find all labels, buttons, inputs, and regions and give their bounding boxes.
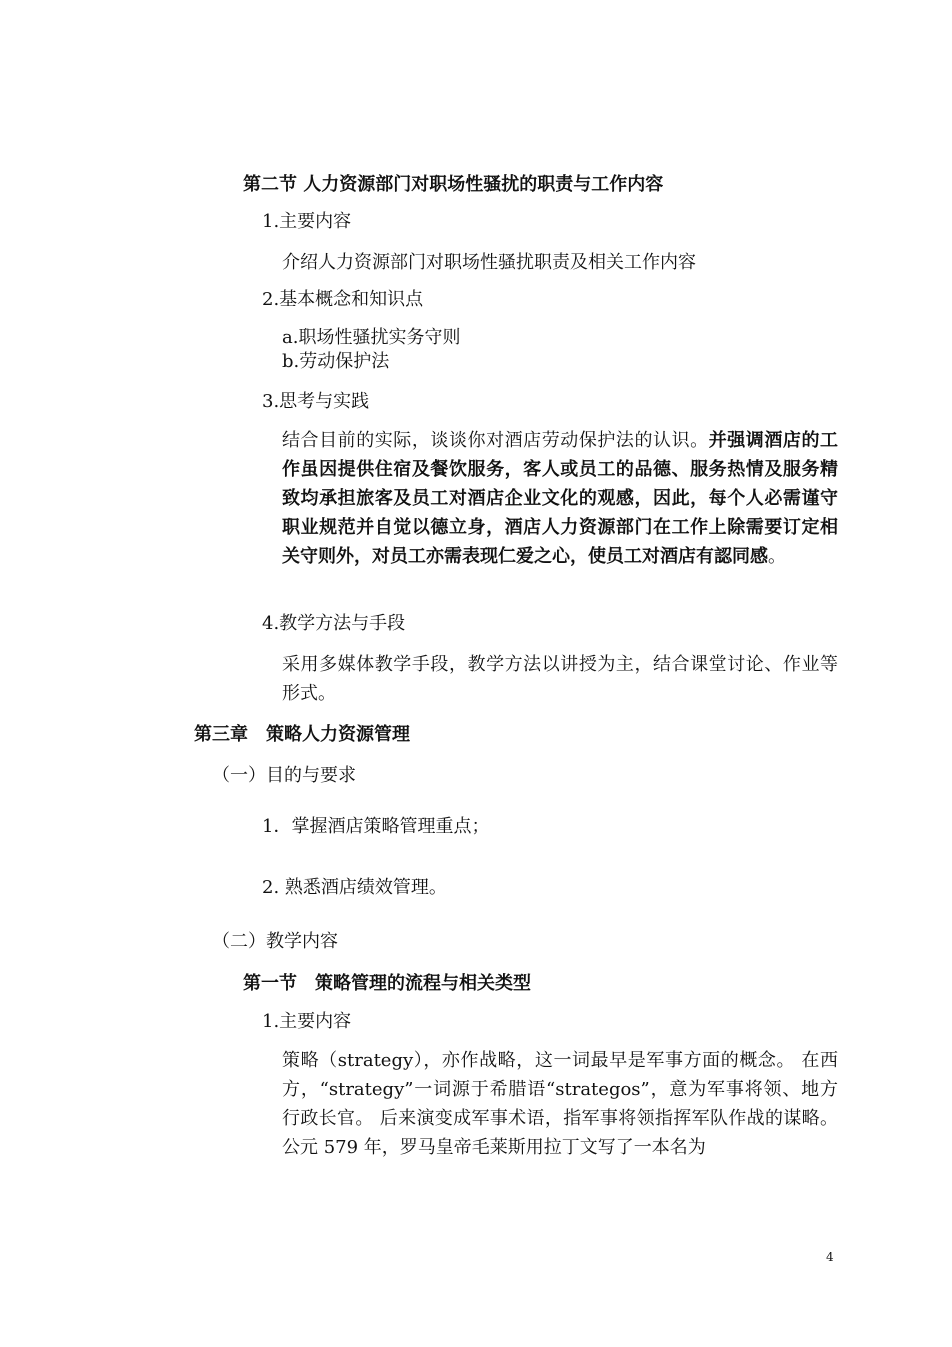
chapter-3-part-1-label: （一）目的与要求 [212,765,356,786]
section-2-item-2-label: 2.基本概念和知识点 [262,289,424,310]
chapter-3-part-2-label: （二）教学内容 [212,931,338,952]
chapter-3-heading: 第三章 策略人力资源管理 [194,724,410,745]
section-2-item-2-a: a.职场性骚扰实务守则 [282,327,461,348]
chapter-3-item-1-text: 策略（strategy），亦作战略，这一词最早是军事方面的概念。 在西方，“strategy”一词源于希腊语“strategos”，意为军事将领、地方行政长官。 后来演变成军事术语，指军事将领指挥军队作战的谋略。 公元 579 年，罗马皇帝毛莱斯用拉丁文写了一本名为 [282,1050,838,1158]
chapter-3-requirement-1: 1．掌握酒店策略管理重点； [262,816,490,837]
section-2-item-3-paragraph [282,426,838,571]
item-3-text-end: 。 [768,546,786,567]
section-2-item-4-label: 4.教学方法与手段 [262,613,406,634]
chapter-3-item-1-label: 1.主要内容 [262,1011,352,1032]
section-2-item-3-label: 3.思考与实践 [262,391,370,412]
section-2-item-1-label: 1.主要内容 [262,211,352,232]
chapter-3-requirement-2: 2. 熟悉酒店绩效管理。 [262,877,447,898]
page-number: 4 [826,1250,834,1264]
item-3-text-bold: 并强调酒店的工作虽因提供住宿及餐饮服务，客人或员工的品德、服务热情及服务精致均承担旅客及员工对酒店企业文化的观感，因此，每个人必需谨守职业规范并自觉以德立身，酒店人力资源部门在工作上除需要订定相关守则外，对员工亦需表现仁爱之心，使员工对酒店有認同感 [282,430,838,567]
section-2-item-4-text: 采用多媒体教学手段，教学方法以讲授为主，结合课堂讨论、作业等形式。 [282,654,838,704]
item-3-text-normal: 结合目前的实际，谈谈你对酒店劳动保护法的认识。 [282,430,709,451]
chapter-3-section-1-heading: 第一节 策略管理的流程与相关类型 [243,973,531,994]
section-2-item-2-b: b.劳动保护法 [282,351,390,372]
section-2-item-1-text: 介绍人力资源部门对职场性骚扰职责及相关工作内容 [282,252,696,273]
section-2-heading: 第二节 人力资源部门对职场性骚扰的职责与工作内容 [243,174,664,195]
